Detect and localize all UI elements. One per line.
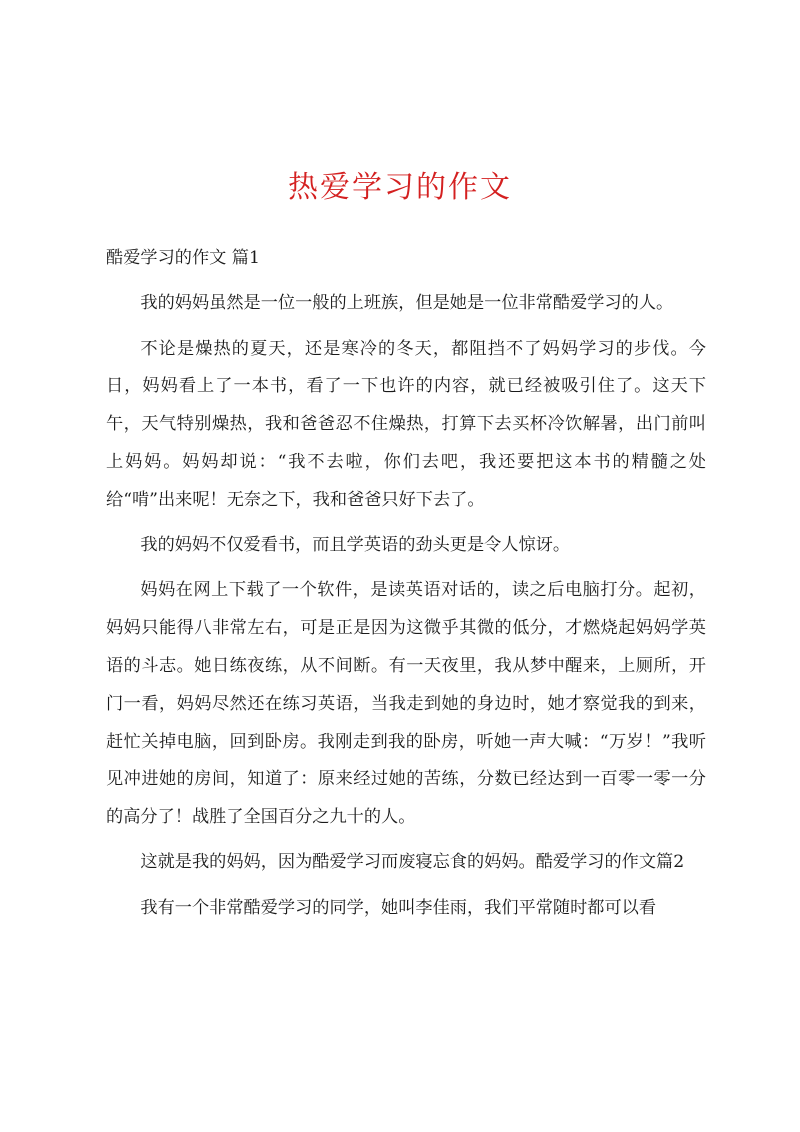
- paragraph: 不论是燥热的夏天，还是寒冷的冬天，都阻挡不了妈妈学习的步伐。今日，妈妈看上了一本书，看了一下也许的内容，就已经被吸引住了。这天下午，天气特别燥热，我和爸爸忍不住燥热，打算下去买杯冷饮解暑，出门前叫上妈妈。妈妈却说：“我不去啦，你们去吧，我还要把这本书的精髓之处给“啃”出来呢！无奈之下，我和爸爸只好下去了。: [106, 338, 706, 510]
- document-title: 热爱学习的作文: [288, 170, 512, 205]
- paragraph: 我的妈妈不仅爱看书，而且学英语的劲头更是令人惊讶。: [140, 535, 571, 556]
- document-body: [106, 240, 706, 935]
- paragraph: 我的妈妈虽然是一位一般的上班族，但是她是一位非常酷爱学习的人。: [140, 293, 674, 314]
- paragraph: 妈妈在网上下载了一个软件，是读英语对话的，读之后电脑打分。起初，妈妈只能得八非常左右，可是正是因为这微乎其微的低分，才燃烧起妈妈学英语的斗志。她日练夜练，从不间断。有一天夜里，我从梦中醒来，上厕所，开门一看，妈妈尽然还在练习英语，当我走到她的身边时，她才察觉我的到来，赶忙关掉电脑，回到卧房。我刚走到我的卧房，听她一声大喊：“万岁！”我听见冲进她的房间，知道了：原来经过她的苦练，分数已经达到一百零一零一分的高分了！战胜了全国百分之九十的人。: [106, 580, 706, 828]
- section-heading: 酷爱学习的作文 篇1: [106, 248, 260, 268]
- paragraph: 这就是我的妈妈，因为酷爱学习而废寝忘食的妈妈。酷爱学习的作文篇2: [140, 852, 685, 873]
- paragraph: 我有一个非常酷爱学习的同学，她叫李佳雨，我们平常随时都可以看: [140, 897, 657, 918]
